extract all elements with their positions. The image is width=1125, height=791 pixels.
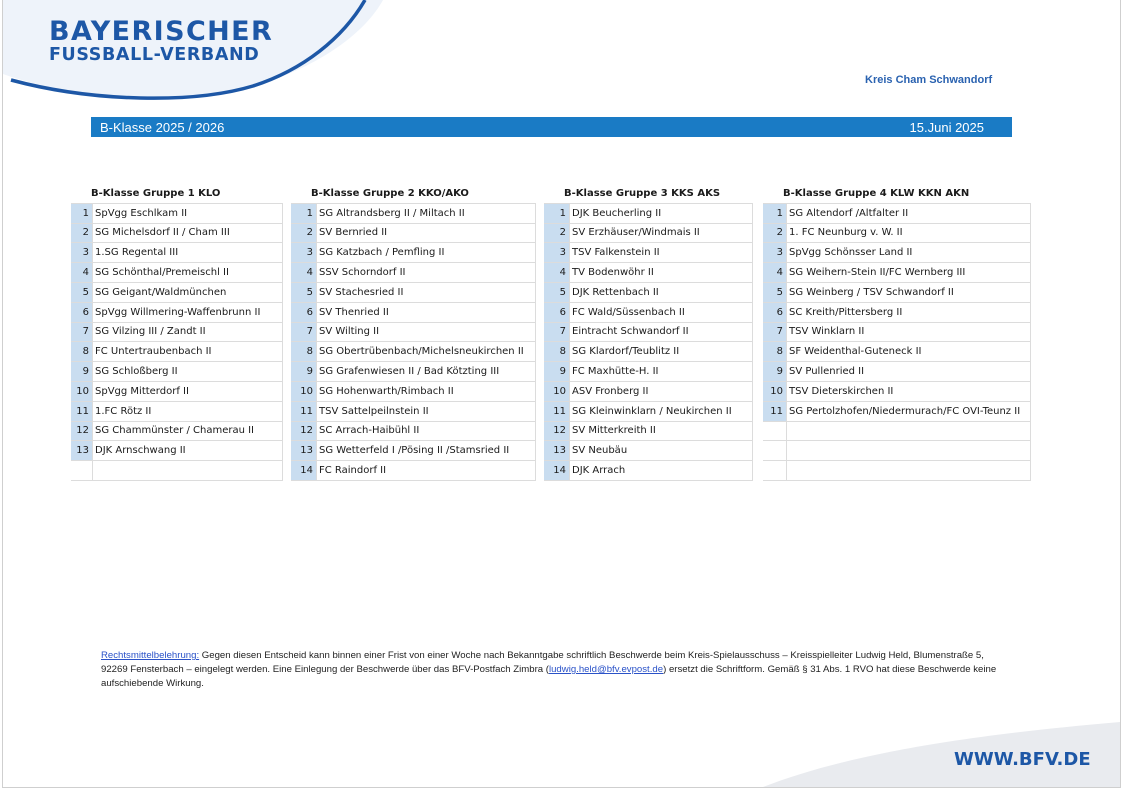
team-name: SG Schönthal/Premeischl II <box>93 263 283 283</box>
team-row <box>763 401 1031 421</box>
team-row <box>763 461 1031 481</box>
team-name: SpVgg Eschlkam II <box>93 203 283 223</box>
website-url[interactable]: WWW.BFV.DE <box>954 749 1091 770</box>
team-row <box>763 421 1031 441</box>
team-row <box>544 362 753 382</box>
team-number: 4 <box>544 263 570 283</box>
team-row <box>544 322 753 342</box>
team-row <box>291 441 536 461</box>
team-row <box>71 203 283 223</box>
team-number: 1 <box>763 203 787 223</box>
team-number: 2 <box>544 223 570 243</box>
team-row <box>763 322 1031 342</box>
team-number: 6 <box>544 302 570 322</box>
team-name <box>93 461 283 481</box>
team-number: 3 <box>544 243 570 263</box>
team-name: SG Geigant/Waldmünchen <box>93 282 283 302</box>
team-row <box>763 223 1031 243</box>
team-name: SG Klardorf/Teublitz II <box>570 342 753 362</box>
team-name: DJK Arrach <box>570 461 753 481</box>
group-header-row <box>763 184 1031 203</box>
team-name: SG Weinberg / TSV Schwandorf II <box>787 282 1031 302</box>
team-row <box>71 223 283 243</box>
team-row <box>544 421 753 441</box>
team-row <box>544 401 753 421</box>
team-name: TSV Falkenstein II <box>570 243 753 263</box>
team-name: SV Pullenried II <box>787 362 1031 382</box>
team-row <box>544 243 753 263</box>
group-title: B-Klasse Gruppe 3 KKS AKS <box>544 184 753 203</box>
legal-notice-label[interactable]: Rechtsmittelbelehrung: <box>101 650 200 661</box>
team-number: 11 <box>763 401 787 421</box>
team-name: TSV Winklarn II <box>787 322 1031 342</box>
team-row <box>291 302 536 322</box>
team-number: 14 <box>291 461 317 481</box>
team-number: 6 <box>763 302 787 322</box>
team-row <box>763 342 1031 362</box>
team-number: 8 <box>544 342 570 362</box>
team-number: 7 <box>291 322 317 342</box>
team-name: SpVgg Willmering-Waffenbrunn II <box>93 302 283 322</box>
team-name: SG Michelsdorf II / Cham III <box>93 223 283 243</box>
group-header-row <box>71 184 283 203</box>
team-row <box>763 381 1031 401</box>
team-row <box>71 342 283 362</box>
team-number: 11 <box>544 401 570 421</box>
team-name: Eintracht Schwandorf II <box>570 322 753 342</box>
team-name: SG Altrandsberg II / Miltach II <box>317 203 536 223</box>
team-name: SV Erzhäuser/Windmais II <box>570 223 753 243</box>
team-row <box>291 401 536 421</box>
team-row <box>291 461 536 481</box>
team-name: SV Wilting II <box>317 322 536 342</box>
team-row <box>71 461 283 481</box>
team-name: SC Arrach-Haibühl II <box>317 421 536 441</box>
legal-notice-text-2: ) ersetzt die Schriftform. Gemäß § 31 Abs. 1 RVO hat diese Beschwerde keine aufschiebende Wirkung. <box>101 664 997 689</box>
banner-title: B-Klasse 2025 / 2026 <box>100 119 225 135</box>
team-row <box>544 302 753 322</box>
team-number: 1 <box>71 203 93 223</box>
team-number <box>71 461 93 481</box>
team-name: SG Kleinwinklarn / Neukirchen II <box>570 401 753 421</box>
team-row <box>291 263 536 283</box>
team-name: SG Wetterfeld I /Pösing II /Stamsried II <box>317 441 536 461</box>
team-name: SG Katzbach / Pemfling II <box>317 243 536 263</box>
team-row <box>763 203 1031 223</box>
team-row <box>71 421 283 441</box>
team-row <box>291 282 536 302</box>
team-name: SV Mitterkreith II <box>570 421 753 441</box>
team-number: 9 <box>71 362 93 382</box>
group-title: B-Klasse Gruppe 1 KLO <box>71 184 283 203</box>
team-name: SG Grafenwiesen II / Bad Kötzting III <box>317 362 536 382</box>
team-number: 8 <box>763 342 787 362</box>
team-name <box>787 461 1031 481</box>
team-number: 9 <box>291 362 317 382</box>
group-table-4 <box>763 184 1031 481</box>
team-name: SC Kreith/Pittersberg II <box>787 302 1031 322</box>
team-name: SSV Schorndorf II <box>317 263 536 283</box>
team-name: FC Wald/Süssenbach II <box>570 302 753 322</box>
team-name: SG Hohenwarth/Rimbach II <box>317 381 536 401</box>
team-number: 7 <box>544 322 570 342</box>
team-row <box>544 461 753 481</box>
team-number: 6 <box>291 302 317 322</box>
team-row <box>71 441 283 461</box>
team-name: SG Weihern-Stein II/FC Wernberg III <box>787 263 1031 283</box>
team-number: 9 <box>763 362 787 382</box>
team-name: SG Chammünster / Chamerau II <box>93 421 283 441</box>
logo-line-1: BAYERISCHER <box>49 16 274 47</box>
team-row <box>291 203 536 223</box>
team-number: 12 <box>291 421 317 441</box>
team-number: 6 <box>71 302 93 322</box>
team-row <box>544 203 753 223</box>
team-name: FC Raindorf II <box>317 461 536 481</box>
team-row <box>291 381 536 401</box>
team-name <box>787 421 1031 441</box>
group-title: B-Klasse Gruppe 4 KLW KKN AKN <box>763 184 1031 203</box>
team-number: 5 <box>71 282 93 302</box>
team-number: 3 <box>763 243 787 263</box>
team-number: 12 <box>544 421 570 441</box>
team-row <box>71 263 283 283</box>
team-number: 3 <box>291 243 317 263</box>
logo-line-2: FUSSBALL-VERBAND <box>49 45 260 65</box>
team-row <box>291 322 536 342</box>
team-number: 10 <box>544 381 570 401</box>
team-number: 5 <box>544 282 570 302</box>
team-row <box>291 342 536 362</box>
team-number: 12 <box>71 421 93 441</box>
team-row <box>763 362 1031 382</box>
team-row <box>71 282 283 302</box>
team-name: SV Neubäu <box>570 441 753 461</box>
team-number: 4 <box>291 263 317 283</box>
group-table-2 <box>291 184 536 481</box>
team-row <box>291 362 536 382</box>
group-table-1 <box>71 184 283 481</box>
team-row <box>71 401 283 421</box>
team-name: SV Stachesried II <box>317 282 536 302</box>
group-header-row <box>544 184 753 203</box>
group-title: B-Klasse Gruppe 2 KKO/AKO <box>291 184 536 203</box>
team-row <box>71 381 283 401</box>
team-number: 5 <box>291 282 317 302</box>
team-name: TV Bodenwöhr II <box>570 263 753 283</box>
team-number <box>763 421 787 441</box>
team-name: ASV Fronberg II <box>570 381 753 401</box>
team-number: 11 <box>291 401 317 421</box>
team-row <box>71 322 283 342</box>
team-name: SG Pertolzhofen/Niedermurach/FC OVI-Teunz II <box>787 401 1031 421</box>
team-number: 3 <box>71 243 93 263</box>
team-row <box>71 302 283 322</box>
team-name: SF Weidenthal-Guteneck II <box>787 342 1031 362</box>
team-row <box>71 243 283 263</box>
team-number: 2 <box>71 223 93 243</box>
team-number: 10 <box>291 381 317 401</box>
team-name: FC Untertraubenbach II <box>93 342 283 362</box>
team-number: 7 <box>763 322 787 342</box>
team-number: 1 <box>544 203 570 223</box>
team-name: DJK Arnschwang II <box>93 441 283 461</box>
team-row <box>291 243 536 263</box>
team-number: 11 <box>71 401 93 421</box>
team-row <box>544 223 753 243</box>
team-row <box>763 243 1031 263</box>
team-name: SV Bernried II <box>317 223 536 243</box>
team-number: 5 <box>763 282 787 302</box>
team-number: 10 <box>71 381 93 401</box>
team-row <box>763 263 1031 283</box>
team-number: 2 <box>291 223 317 243</box>
team-row <box>544 381 753 401</box>
kreis-label: Kreis Cham Schwandorf <box>865 74 993 86</box>
email-link[interactable]: ludwig.held@bfv.evpost.de <box>548 664 664 675</box>
team-number: 4 <box>71 263 93 283</box>
team-number: 14 <box>544 461 570 481</box>
team-name: TSV Sattelpeilnstein II <box>317 401 536 421</box>
team-number <box>763 441 787 461</box>
team-name: 1.FC Rötz II <box>93 401 283 421</box>
legal-notice <box>101 649 1011 691</box>
group-table-3 <box>544 184 753 481</box>
title-banner <box>91 117 1012 137</box>
team-number: 2 <box>763 223 787 243</box>
document-page <box>2 0 1121 788</box>
team-name: DJK Rettenbach II <box>570 282 753 302</box>
team-row <box>763 302 1031 322</box>
team-name: TSV Dieterskirchen II <box>787 381 1031 401</box>
legal-notice-text-1: Gegen diesen Entscheid kann binnen einer Frist von einer Woche nach Bekanntgabe schriftlich Beschwerde beim Kreis-Spielausschuss – Kreisspielleiter Ludwig Held, Blumenstraße 5, 92269 Fensterbach – eingelegt werden. Eine Einlegung der Beschwerde über das BFV-Postfach Zimbra ( <box>101 650 984 675</box>
team-name: SpVgg Mitterdorf II <box>93 381 283 401</box>
team-name: SV Thenried II <box>317 302 536 322</box>
team-row <box>544 441 753 461</box>
team-number: 10 <box>763 381 787 401</box>
team-row <box>544 342 753 362</box>
team-row <box>71 362 283 382</box>
team-name: SG Vilzing III / Zandt II <box>93 322 283 342</box>
team-row <box>763 441 1031 461</box>
team-number <box>763 461 787 481</box>
team-name: SG Altendorf /Altfalter II <box>787 203 1031 223</box>
team-row <box>763 282 1031 302</box>
team-number: 13 <box>544 441 570 461</box>
team-name: SG Obertrübenbach/Michelsneukirchen II <box>317 342 536 362</box>
group-header-row <box>291 184 536 203</box>
banner-date: 15.Juni 2025 <box>909 119 984 135</box>
team-number: 13 <box>291 441 317 461</box>
team-number: 4 <box>763 263 787 283</box>
team-row <box>544 263 753 283</box>
bfv-logo <box>49 18 273 65</box>
team-number: 8 <box>291 342 317 362</box>
team-row <box>291 223 536 243</box>
team-number: 9 <box>544 362 570 382</box>
team-name: DJK Beucherling II <box>570 203 753 223</box>
team-row <box>544 282 753 302</box>
team-number: 7 <box>71 322 93 342</box>
team-name: 1. FC Neunburg v. W. II <box>787 223 1031 243</box>
team-number: 1 <box>291 203 317 223</box>
team-number: 8 <box>71 342 93 362</box>
team-name: 1.SG Regental III <box>93 243 283 263</box>
team-name <box>787 441 1031 461</box>
team-name: FC Maxhütte-H. II <box>570 362 753 382</box>
team-name: SpVgg Schönsser Land II <box>787 243 1031 263</box>
team-name: SG Schloßberg II <box>93 362 283 382</box>
team-row <box>291 421 536 441</box>
team-number: 13 <box>71 441 93 461</box>
